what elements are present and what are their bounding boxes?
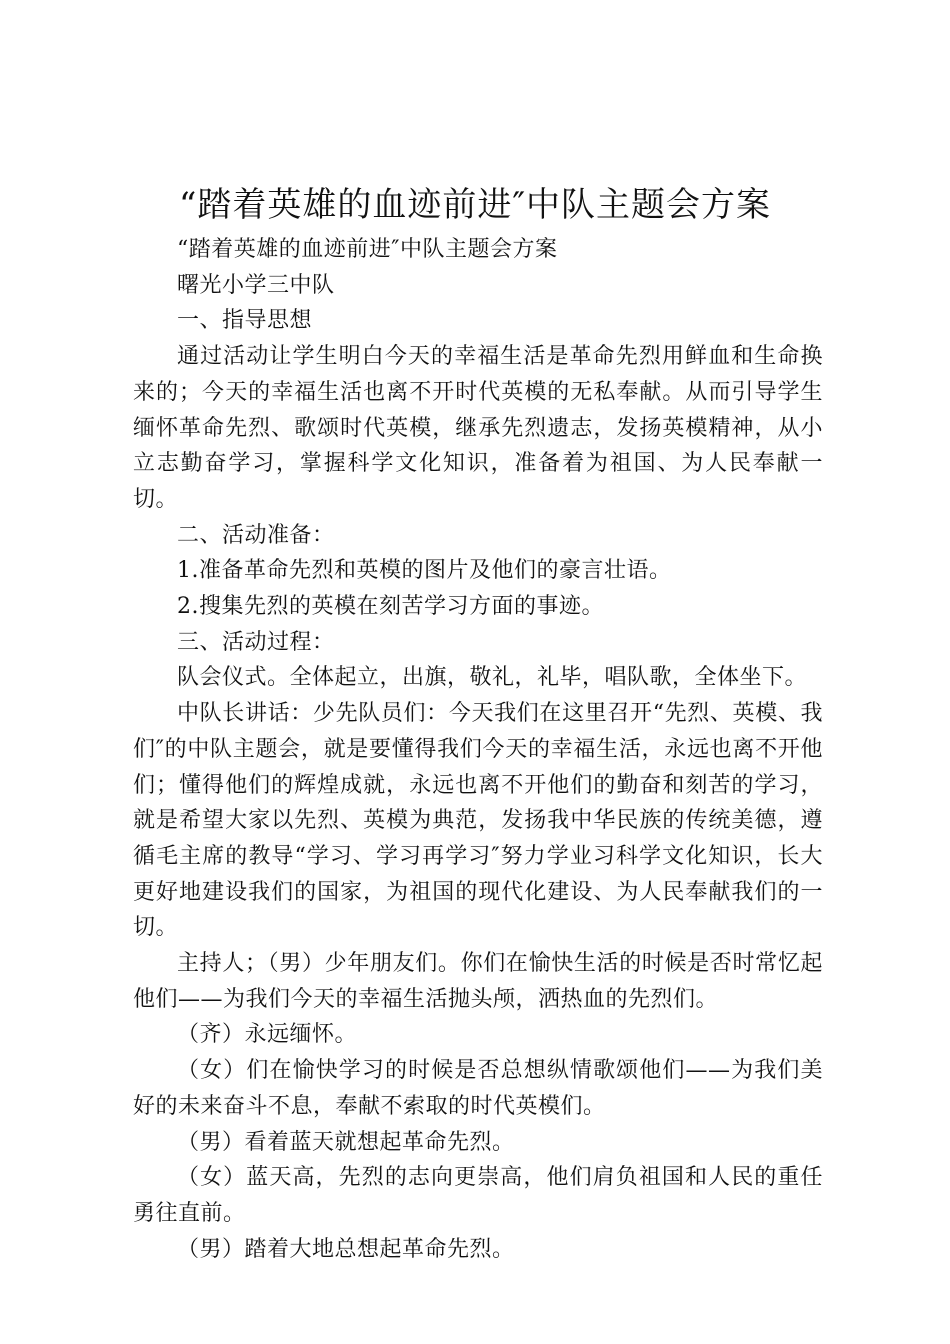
section-heading: 一、指导思想	[177, 308, 313, 334]
document-body	[133, 232, 823, 1267]
paragraph: （男）踏着大地总想起革命先烈。	[177, 1236, 515, 1262]
paragraph: “踏着英雄的血迹前进″中队主题会方案	[177, 237, 558, 262]
paragraph: 主持人；（男）少年朋友们。你们在愉快生活的时候是否时常忆起他们——为我们今天的幸福生活抛头颅，洒热血的先烈们。	[133, 951, 823, 1012]
paragraph: 中队长讲话：少先队员们：今天我们在这里召开“先烈、英模、我们″的中队主题会，就是要懂得我们今天的幸福生活，永远也离不开他们；懂得他们的辉煌成就，永远也离不开他们的勤奋和刻苦的学习，就是希望大家以先烈、英模为典范，发扬我中华民族的传统美德，遵循毛主席的教导“学习、学习再学习″努力学业习科学文化知识，长大更好地建设我们的国家，为祖国的现代化建设、为人民奉献我们的一切。	[133, 701, 823, 941]
paragraph: （男）看着蓝天就想起革命先烈。	[177, 1129, 515, 1155]
paragraph: 通过活动让学生明白今天的幸福生活是革命先烈用鲜血和生命换来的；今天的幸福生活也离不开时代英模的无私奉献。从而引导学生缅怀革命先烈、歌颂时代英模，继承先烈遗志，发扬英模精神，从小立志勤奋学习，掌握科学文化知识，准备着为祖国、为人民奉献一切。	[133, 344, 823, 512]
list-item: 2.搜集先烈的英模在刻苦学习方面的事迹。	[177, 594, 604, 620]
paragraph: （女）们在愉快学习的时候是否总想纵情歌颂他们——为我们美好的未来奋斗不息，奉献不索取的时代英模们。	[133, 1058, 823, 1119]
paragraph: 曙光小学三中队	[177, 272, 335, 298]
document-title: “踏着英雄的血迹前进″中队主题会方案	[178, 185, 772, 225]
list-item: 1.准备革命先烈和英模的图片及他们的豪言壮语。	[177, 558, 672, 584]
section-heading: 三、活动过程：	[177, 629, 335, 655]
paragraph: （齐）永远缅怀。	[177, 1022, 358, 1048]
paragraph: （女）蓝天高，先烈的志向更崇高，他们肩负祖国和人民的重任勇往直前。	[133, 1165, 823, 1226]
paragraph: 队会仪式。全体起立，出旗，敬礼，礼毕，唱队歌，全体坐下。	[177, 665, 808, 691]
section-heading: 二、活动准备：	[177, 522, 335, 548]
